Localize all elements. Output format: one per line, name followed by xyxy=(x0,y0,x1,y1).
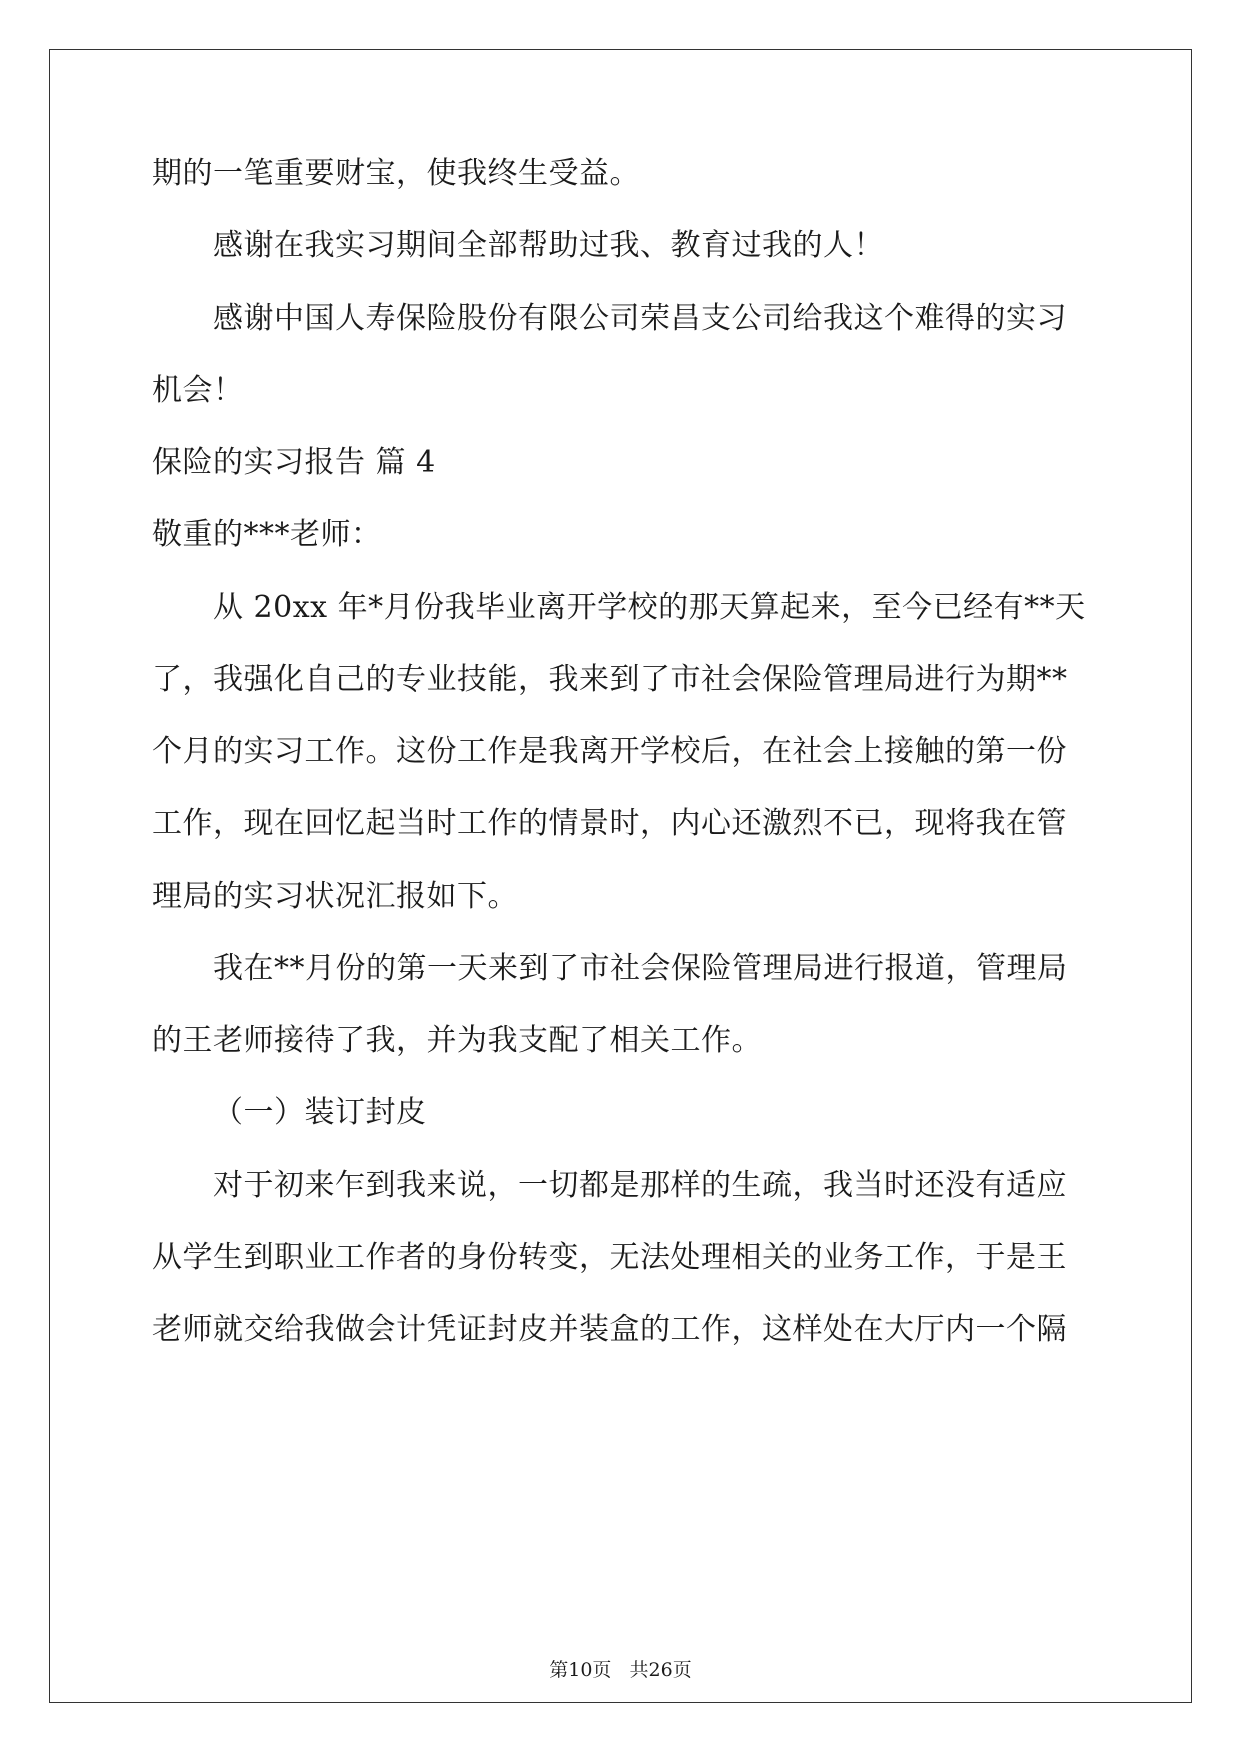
subsection-heading: （一）装订封皮 xyxy=(213,1095,427,1130)
paragraph-line: 理局的实习状况汇报如下。 xyxy=(152,879,518,914)
paragraph-line: 对于初来乍到我来说，一切都是那样的生疏，我当时还没有适应 xyxy=(213,1168,1067,1203)
page-border xyxy=(49,49,1192,1703)
section-heading: 保险的实习报告 篇 4 xyxy=(152,445,436,480)
paragraph-line: 感谢在我实习期间全部帮助过我、教育过我的人！ xyxy=(213,228,884,263)
paragraph-line: 个月的实习工作。这份工作是我离开学校后，在社会上接触的第一份 xyxy=(152,734,1067,769)
paragraph-line: 机会！ xyxy=(152,373,244,408)
paragraph-line: 的王老师接待了我，并为我支配了相关工作。 xyxy=(152,1023,762,1058)
paragraph-line: 了，我强化自己的专业技能，我来到了市社会保险管理局进行为期** xyxy=(152,662,1068,697)
paragraph-line: 工作，现在回忆起当时工作的情景时，内心还激烈不已，现将我在管 xyxy=(152,806,1067,841)
salutation: 敬重的***老师： xyxy=(152,517,382,552)
paragraph-line: 从学生到职业工作者的身份转变，无法处理相关的业务工作，于是王 xyxy=(152,1240,1067,1275)
paragraph-line: 期的一笔重要财宝，使我终生受益。 xyxy=(152,156,640,191)
paragraph-line: 从 20xx 年*月份我毕业离开学校的那天算起来，至今已经有**天 xyxy=(213,590,1086,625)
page-footer xyxy=(0,1658,1241,1682)
paragraph-line: 感谢中国人寿保险股份有限公司荣昌支公司给我这个难得的实习 xyxy=(213,301,1067,336)
paragraph-line: 老师就交给我做会计凭证封皮并装盒的工作，这样处在大厅内一个隔 xyxy=(152,1312,1067,1347)
page-number: 第10页 共26页 xyxy=(549,1659,692,1681)
paragraph-line: 我在**月份的第一天来到了市社会保险管理局进行报道，管理局 xyxy=(213,951,1068,986)
